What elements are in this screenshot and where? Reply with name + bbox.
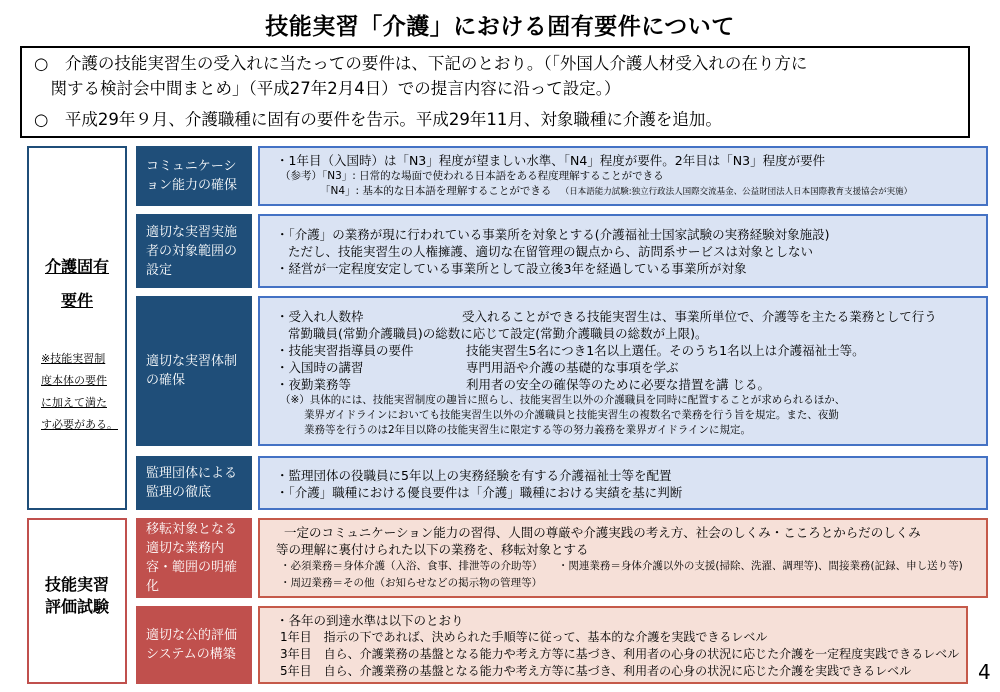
r5-line-1: 一定のコミュニケーション能力の習得、人間の尊厳や介護実践の考え方、社会のしくみ・こころとからだのしくみ — [284, 525, 921, 540]
r5-line-3a: ・必須業務＝身体介護（入浴、食事、排泄等の介助等） — [280, 560, 543, 572]
label-communication: コミュニケーション能力の確保 — [136, 146, 252, 206]
r6-line-4: 5年目 自ら、介護業務の基盤となる能力や考え方等に基づき、利用者の心身の状況に応じた介護を実践できるレベル — [280, 664, 912, 678]
page-number: 4 — [978, 660, 991, 684]
r3-row-c — [276, 359, 986, 376]
skill-evaluation-side-panel — [27, 518, 127, 684]
label-evaluation-system: 適切な公的評価システムの構築 — [136, 606, 252, 684]
label-training-providers: 適切な実習実施者の対象範囲の設定 — [136, 214, 252, 288]
r3-note-1: （※）具体的には、技能実習制度の趣旨に照らし、技能実習生以外の介護職員を同時に配置することが求められるほか、 — [280, 394, 846, 406]
side-blue-note-2: 度本体の要件 — [41, 374, 107, 387]
r1-line-2: （参考）「N3」: 日常的な場面で使われる日本語をある程度理解することができる — [280, 170, 664, 182]
r1-line-3 — [276, 184, 986, 200]
intro-line-1: ○ 介護の技能実習生の受入れに当たっての要件は、下記のとおり。（「外国人介護人材受入れの在り方に — [34, 54, 808, 73]
r5-line-2: 等の理解に裏付けられた以下の業務を、移転対象とする — [276, 542, 589, 557]
r3-b-key: ・技能実習指導員の要件 — [276, 343, 414, 358]
content-evaluation-system — [258, 606, 968, 684]
r3-a-key: ・受入れ人数枠 — [276, 309, 364, 324]
r6-line-1: ・各年の到達水準は以下のとおり — [276, 613, 464, 628]
side-blue-note-3: に加えて満た — [41, 396, 107, 409]
r3-d-val: 利用者の安全の確保等のために必要な措置を講 じる。 — [466, 377, 770, 392]
content-supervising-org — [258, 456, 988, 510]
r1-line-1: ・1年目（入国時）は「N3」程度が望ましい水準、「N4」程度が要件。2年目は「N3」程度が要件 — [276, 153, 826, 168]
r2-line-2: ただし、技能実習生の人権擁護、適切な在留管理の観点から、訪問系サービスは対象としない — [288, 244, 814, 259]
r3-a-val: 受入れることができる技能実習生は、事業所単位で、介護等を主たる業務として行う — [462, 309, 937, 324]
content-communication — [258, 146, 988, 206]
r5-line-3 — [276, 558, 986, 575]
r3-b-val: 技能実習生5名につき1名以上選任。そのうち1名以上は介護福祉士等。 — [466, 343, 865, 358]
label-supervising-org: 監理団体による監理の徹底 — [136, 456, 252, 510]
label-transfer-scope: 移転対象となる適切な業務内容・範囲の明確化 — [136, 518, 252, 598]
r3-c-key: ・入国時の講習 — [276, 360, 364, 375]
r6-line-3: 3年目 自ら、介護業務の基盤となる能力や考え方等に基づき、利用者の心身の状況に応じた介護を一定程度実践できるレベル — [280, 647, 960, 661]
r5-line-4: ・周辺業務＝その他（お知らせなどの掲示物の管理等） — [280, 577, 543, 589]
r2-line-1: ・「介護」の業務が現に行われている事業所を対象とする(介護福祉士国家試験の実務経験対象施設) — [276, 227, 830, 242]
side-blue-title-2: 要件 — [60, 291, 93, 310]
r3-c-val: 専門用語や介護の基礎的な事項を学ぶ — [466, 360, 679, 375]
side-red-title-1: 技能実習 — [44, 575, 109, 594]
r5-line-3b: ・関連業務＝身体介護以外の支援(掃除、洗濯、調理等)、間接業務(記録、申し送り等) — [557, 560, 963, 572]
r3-d-key: ・夜勤業務等 — [276, 377, 352, 392]
side-blue-note-4: す必要がある。 — [41, 418, 118, 431]
r4-line-2: ・「介護」職種における優良要件は「介護」職種における実績を基に判断 — [276, 485, 683, 500]
care-requirements-side-panel — [27, 146, 127, 510]
side-blue-title-1: 介護固有 — [44, 257, 109, 276]
content-transfer-scope — [258, 518, 988, 598]
r4-line-1: ・監理団体の役職員に5年以上の実務経験を有する介護福祉士等を配置 — [276, 468, 672, 483]
r3-a-cont: 常勤職員(常勤介護職員)の総数に応じて設定(常勤介護職員の総数が上限)。 — [288, 326, 708, 341]
page-title: 技能実習「介護」における固有要件について — [265, 14, 735, 40]
r3-note-2: 業界ガイドラインにおいても技能実習生以外の介護職員と技能実習生の複数名で業務を行う旨を規定。また、夜勤 — [304, 409, 839, 421]
side-red-title-2: 評価試験 — [44, 597, 109, 616]
intro-line-3: ○ 平成29年９月、介護職種に固有の要件を告示。平成29年11月、対象職種に介護を追加。 — [34, 110, 722, 129]
r3-note-3: 業務等を行うのは2年目以降の技能実習生に限定する等の努力義務を業界ガイドラインに規定。 — [304, 424, 752, 436]
r3-row-b — [276, 342, 986, 359]
label-training-system: 適切な実習体制の確保 — [136, 296, 252, 446]
intro-box — [20, 46, 970, 138]
r3-row-d — [276, 376, 986, 393]
r1-line-3b: （日本語能力試験:独立行政法人国際交流基金、公益財団法人日本国際教育支援協会が実施） — [560, 187, 913, 197]
r2-line-3: ・経営が一定程度安定している事業所として設立後3年を経過している事業所が対象 — [276, 261, 747, 276]
r6-line-2: 1年目 指示の下であれば、決められた手順等に従って、基本的な介護を実践できるレベル — [280, 630, 768, 644]
intro-line-2: 関する検討会中間まとめ」（平成27年2月4日）での提言内容に沿って設定。） — [34, 79, 621, 98]
r1-line-3a: 「N4」: 基本的な日本語を理解することができる — [320, 185, 552, 197]
content-training-system — [258, 296, 988, 446]
side-blue-note-1: ※技能実習制 — [41, 352, 106, 365]
r3-row-a — [276, 302, 986, 325]
content-training-providers — [258, 214, 988, 288]
